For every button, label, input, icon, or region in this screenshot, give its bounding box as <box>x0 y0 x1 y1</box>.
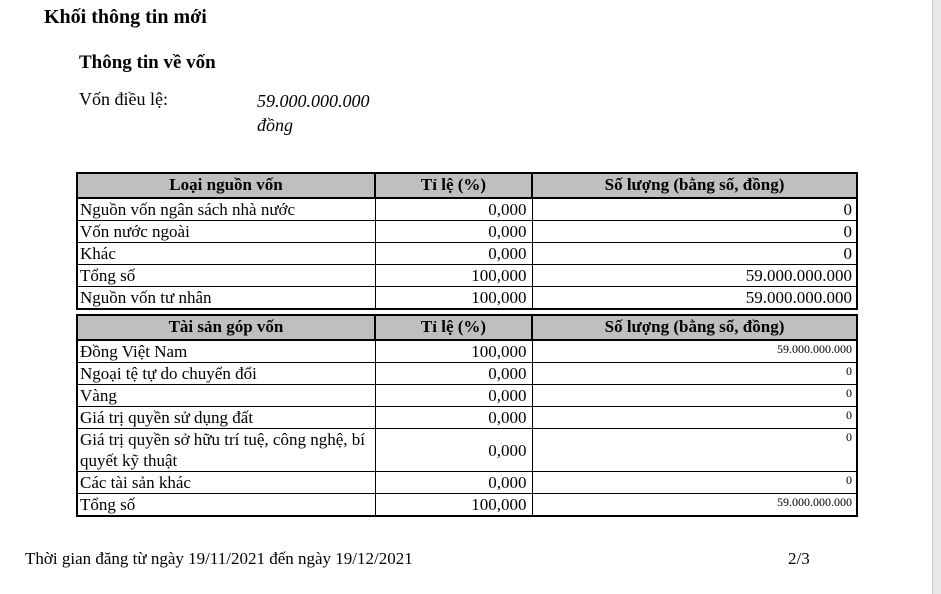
table-row <box>77 198 857 221</box>
label-cell: Đồng Việt Nam <box>77 340 375 363</box>
ratio-cell: 0,000 <box>375 363 532 385</box>
amount-cell: 0 <box>532 363 857 385</box>
label-cell: Giá trị quyền sở hữu trí tuệ, công nghệ, bí quyết kỹ thuật <box>77 429 375 472</box>
ratio-cell: 0,000 <box>375 385 532 407</box>
tables-area <box>76 172 857 517</box>
label-cell: Giá trị quyền sử dụng đất <box>77 407 375 429</box>
table-row <box>77 340 857 363</box>
amount-cell: 0 <box>532 472 857 494</box>
amount-cell: 0 <box>532 221 857 243</box>
table-row <box>77 407 857 429</box>
column-header-asset-type: Tài sản góp vốn <box>77 315 375 340</box>
column-header-amount: Số lượng (bằng số, đồng) <box>532 173 857 198</box>
amount-cell: 59.000.000.000 <box>532 340 857 363</box>
label-cell: Ngoại tệ tự do chuyển đổi <box>77 363 375 385</box>
ratio-cell: 100,000 <box>375 287 532 310</box>
amount-cell: 0 <box>532 429 857 472</box>
charter-capital-label: Vốn điều lệ: <box>79 89 168 109</box>
label-cell: Khác <box>77 243 375 265</box>
column-header-amount: Số lượng (bằng số, đồng) <box>532 315 857 340</box>
amount-cell: 59.000.000.000 <box>532 494 857 517</box>
amount-cell: 0 <box>532 407 857 429</box>
charter-capital-unit: đồng <box>257 115 293 136</box>
page-title: Khối thông tin mới <box>44 6 207 28</box>
table-header-row <box>77 315 857 340</box>
label-cell: Các tài sản khác <box>77 472 375 494</box>
ratio-cell: 0,000 <box>375 198 532 221</box>
table-row <box>77 265 857 287</box>
table-row <box>77 385 857 407</box>
charter-capital-amount: 59.000.000.000 <box>257 91 370 111</box>
amount-cell: 0 <box>532 198 857 221</box>
ratio-cell: 0,000 <box>375 221 532 243</box>
capital-source-table <box>76 172 858 310</box>
table-row <box>77 221 857 243</box>
amount-cell: 59.000.000.000 <box>532 265 857 287</box>
ratio-cell: 100,000 <box>375 494 532 517</box>
ratio-cell: 0,000 <box>375 407 532 429</box>
scrollbar-track[interactable] <box>932 0 941 594</box>
table-row <box>77 472 857 494</box>
label-cell: Tổng số <box>77 494 375 517</box>
ratio-cell: 100,000 <box>375 265 532 287</box>
publication-period: Thời gian đăng từ ngày 19/11/2021 đến ngày 19/12/2021 <box>25 549 413 568</box>
amount-cell: 59.000.000.000 <box>532 287 857 310</box>
ratio-cell: 100,000 <box>375 340 532 363</box>
table-row <box>77 363 857 385</box>
table-row <box>77 494 857 517</box>
label-cell: Nguồn vốn ngân sách nhà nước <box>77 198 375 221</box>
ratio-cell: 0,000 <box>375 429 532 472</box>
column-header-ratio: Tỉ lệ (%) <box>375 315 532 340</box>
label-cell: Tổng số <box>77 265 375 287</box>
table-row <box>77 429 857 472</box>
ratio-cell: 0,000 <box>375 243 532 265</box>
table-header-row <box>77 173 857 198</box>
label-cell: Nguồn vốn tư nhân <box>77 287 375 310</box>
table-row <box>77 243 857 265</box>
amount-cell: 0 <box>532 243 857 265</box>
amount-cell: 0 <box>532 385 857 407</box>
column-header-ratio: Tỉ lệ (%) <box>375 173 532 198</box>
charter-capital-value <box>257 89 370 138</box>
section-title: Thông tin về vốn <box>79 52 216 73</box>
page-number: 2/3 <box>788 549 810 568</box>
label-cell: Vàng <box>77 385 375 407</box>
label-cell: Vốn nước ngoài <box>77 221 375 243</box>
ratio-cell: 0,000 <box>375 472 532 494</box>
contributed-asset-table <box>76 314 858 517</box>
table-row <box>77 287 857 310</box>
column-header-source-type: Loại nguồn vốn <box>77 173 375 198</box>
